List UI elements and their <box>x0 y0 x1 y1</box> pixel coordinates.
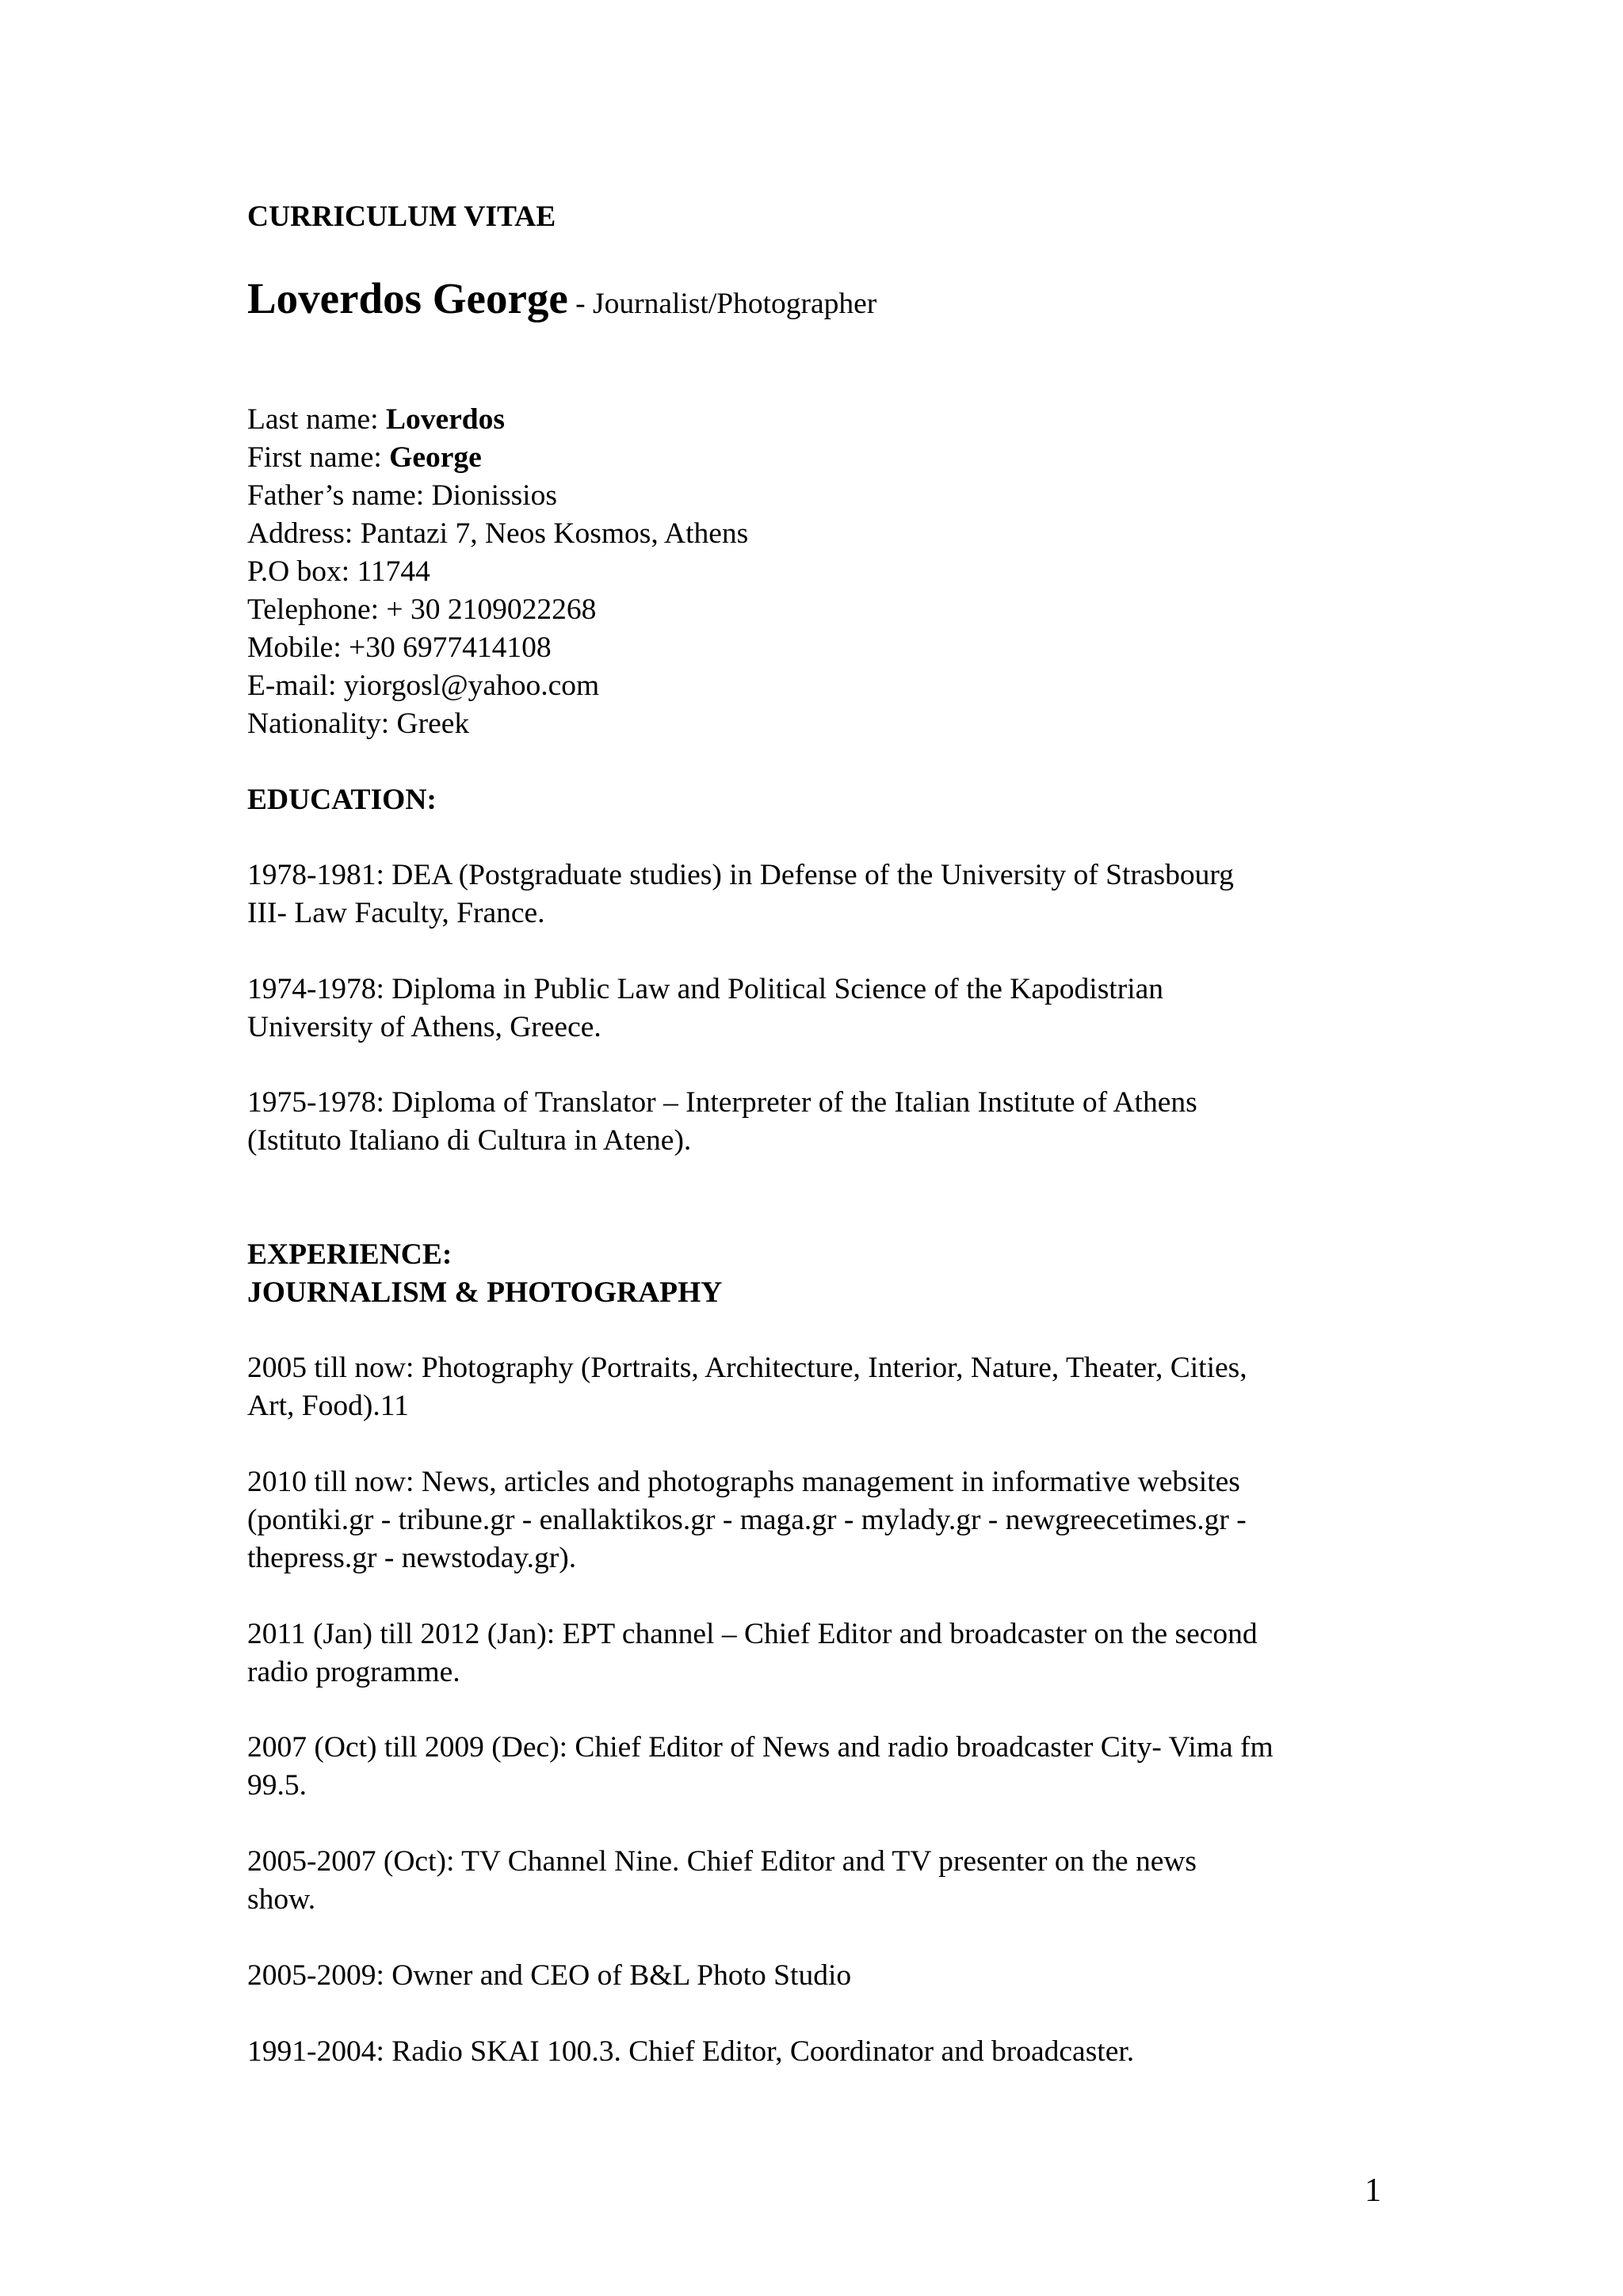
experience-subheading: JOURNALISM & PHOTOGRAPHY <box>247 1276 723 1309</box>
experience-item-line: 2010 till now: News, articles and photographs management in informative websites <box>247 1466 1240 1498</box>
education-item-line: 1974-1978: Diploma in Public Law and Political Science of the Kapodistrian <box>247 973 1164 1005</box>
experience-item-line: show. <box>247 1883 316 1916</box>
education-item-line: III- Law Faculty, France. <box>247 897 545 929</box>
education-item-line: 1975-1978: Diploma of Translator – Interpreter of the Italian Institute of Athens <box>247 1086 1197 1119</box>
last-name-label: Last name: <box>247 403 386 436</box>
person-name: Loverdos George <box>247 274 568 322</box>
email-line: E-mail: yiorgosl@yahoo.com <box>247 669 600 702</box>
education-item-line: (Istituto Italiano di Cultura in Atene). <box>247 1124 692 1157</box>
experience-item-line: 2005-2007 (Oct): TV Channel Nine. Chief Editor and TV presenter on the news <box>247 1845 1197 1878</box>
experience-item-line: 2007 (Oct) till 2009 (Dec): Chief Editor of News and radio broadcaster City- Vima fm <box>247 1731 1274 1764</box>
experience-item-line: 2005 till now: Photography (Portraits, Architecture, Interior, Nature, Theater, Cities, <box>247 1352 1247 1384</box>
first-name-line <box>247 439 482 477</box>
last-name-line <box>247 401 505 439</box>
document-title: CURRICULUM VITAE <box>247 200 556 233</box>
person-role: - Journalist/Photographer <box>575 288 877 320</box>
experience-item-line: 99.5. <box>247 1769 307 1802</box>
address-line: Address: Pantazi 7, Neos Kosmos, Athens <box>247 517 749 550</box>
experience-item-line: Art, Food).11 <box>247 1390 409 1422</box>
experience-item-line: (pontiki.gr - tribune.gr - enallaktikos.gr - maga.gr - mylady.gr - newgreecetimes.gr - <box>247 1504 1247 1536</box>
education-item-line: 1978-1981: DEA (Postgraduate studies) in Defense of the University of Strasbourg <box>247 859 1234 891</box>
mobile-line: Mobile: +30 6977414108 <box>247 631 552 664</box>
father-name-line: Father’s name: Dionissios <box>247 479 557 512</box>
first-name-value: George <box>389 441 482 474</box>
experience-heading: EXPERIENCE: <box>247 1238 453 1271</box>
education-heading: EDUCATION: <box>247 784 437 816</box>
nationality-line: Nationality: Greek <box>247 707 470 740</box>
experience-item-line: 1991-2004: Radio SKAI 100.3. Chief Editor, Coordinator and broadcaster. <box>247 2035 1135 2068</box>
experience-item-line: radio programme. <box>247 1656 460 1688</box>
experience-item-line: 2005-2009: Owner and CEO of B&L Photo Studio <box>247 1959 852 1992</box>
telephone-line: Telephone: + 30 2109022268 <box>247 593 597 626</box>
experience-item-line: 2011 (Jan) till 2012 (Jan): EPT channel – Chief Editor and broadcaster on the second <box>247 1618 1258 1650</box>
name-line <box>247 273 876 330</box>
page-number: 1 <box>1365 2172 1381 2209</box>
first-name-label: First name: <box>247 441 390 474</box>
last-name-value: Loverdos <box>385 403 505 436</box>
po-box-line: P.O box: 11744 <box>247 555 430 588</box>
experience-item-line: thepress.gr - newstoday.gr). <box>247 1542 577 1574</box>
education-item-line: University of Athens, Greece. <box>247 1011 601 1043</box>
